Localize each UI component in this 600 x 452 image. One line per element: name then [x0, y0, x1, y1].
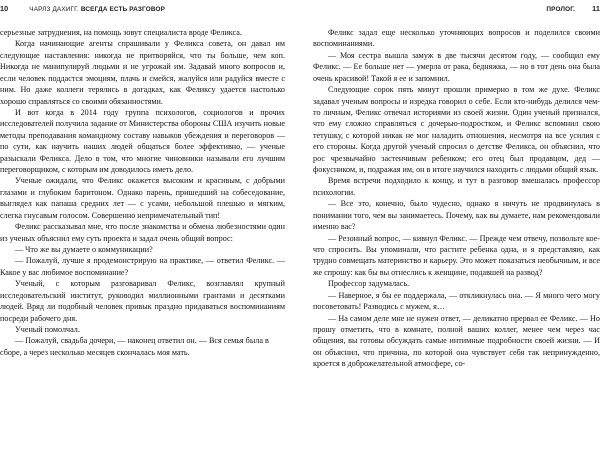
paragraph-dialog: — Пожалуй, свадьба дочери, — наконец ответил он. — Вся семья была в сборе, а через несколько месяцев скончалась моя мать. [0, 336, 269, 357]
paragraph-dialog: — На самом деле мне не нужен ответ, — деликатно прервал ее Феликс. — Но прошу отметить, что в комнате, полной ваших коллег, менее чем через час общения, вы готовы обсуждать самые интимные подробности своей жизни. — И он объяснил, что причина, по которой она чувствует себя так непринужденно, кроется в доброжелательной атмосфере, со- [313, 313, 600, 369]
paragraph: Следующие сорок пять минут прошли примерно в том же духе. Феликс задавал ученым вопросы и изредка говорил о себе. Если кто-нибудь делился чем-то личным, Феликс отвечал историями из своей жизни. Один ученый признался, что ему сложно справляться с дочерью-подростком, и Феликс вспомнил свою тетушку, с которой никак не мог наладить отношения, несмотря на все усилия с его стороны. Когда другой ученый спросил о детстве Феликса, он объяснил, что рос чрезвычайно застенчивым ребенком; его отец был продавцом, дед — фокусником, и, подражая им, он в итоге научился находить с людьми общий язык. [313, 85, 600, 175]
paragraph-dialog: — Резонный вопрос, — кивнул Феликс. — Прежде чем отвечу, позвольте кое-что спросить. Вы упоминали, что растите ребенка одна, и я представляю, как трудно совмещать материнство и карьеру. Это может показаться необычным, и все же спрошу: как бы вы отнеслись к женщине, подавшей на развод? [313, 233, 600, 277]
right-page [300, 0, 600, 452]
running-head-section: ПРОЛОГ. [546, 6, 576, 13]
paragraph: Время встречи подходило к концу, и тут в разговор вмешалась профессор психологии. [313, 176, 600, 197]
paragraph: Феликс рассказывал мне, что после знакомства и обмена любезностями один из ученых объяснил ему суть проекта и задал очень общий вопрос: [0, 222, 285, 243]
left-page-body [0, 27, 285, 358]
right-page-body [313, 27, 600, 370]
paragraph: Ученый, с которым разговаривал Феликс, возглавлял крупный исследовательский институт, руководил миллионными грантами и десятками людей. Вряд ли подобный человек привык праздно придаваться воспоминаниям посреди рабочего дня. [0, 279, 285, 323]
paragraph-dialog: — Моя сестра вышла замуж в две тысячи десятом году, — сообщил ему Феликс. — Ее больше нет — умерла от рака, бедняжка, — но в тот день она была очень красивой! Такой я ее и запомнил. [313, 50, 600, 83]
running-head-title: ВСЕГДА ЕСТЬ РАЗГОВОР [80, 6, 165, 13]
running-head-left [0, 0, 285, 22]
paragraph-dialog: — Все это, конечно, было чудесно, однако я ничуть не продвинулась в понимании того, чем вы занимаетесь. Почему, как вы думаете, нам рекомендовали именно вас? [313, 199, 600, 232]
paragraph: Профессор задумалась. [328, 279, 410, 289]
paragraph: серьезные затруднения, на помощь зовут специалиста вроде Феликса. [0, 28, 242, 37]
folio-left: 10 [0, 4, 9, 13]
paragraph: Когда начинающие агенты спрашивали у Феликса совета, он давал им следующие наставления: никогда не притворяйся, что ты больше, чем коп. Никогда не манипулируй людьми и не угрожай им. Задавай много вопросов и, если человек поддастся эмоциям, плачь и смейся, жалуйся или радуйся вместе с ним. Но даже коллеги терялись в догадках, как Феликсу удается настолько хорошо справляться со своими обязанностями. [0, 39, 285, 106]
paragraph: Феликс задал еще несколько уточняющих вопросов и поделился своими воспоминаниями. [313, 28, 600, 49]
paragraph: И вот когда в 2014 году группа психологов, социологов и прочих исследователей получила задание от Министерства обороны США изучить новые методы преподавания командному составу навыков убеждения и переговоров — по сути, как научить наших людей общаться более эффективно, — ученые разыскали Феликса. Дело в том, что многие чиновники называли его лучшим переговорщиком, с которым им доводилось иметь дело. [0, 107, 285, 175]
paragraph-dialog: — Что же вы думаете о коммуникации? [15, 245, 153, 255]
paragraph-dialog: — Наверное, я бы ее поддержала, — откликнулась она. — Я много чего могу посоветовать! Разводись с мужем, я… [313, 290, 600, 312]
paragraph: Ученый помолчал. [15, 324, 80, 334]
running-head-right [313, 0, 600, 22]
paragraph-dialog: — Пожалуй, лучше я продемонстрирую на практике, — ответил Феликс. — Какое у вас любимое воспоминание? [0, 256, 285, 277]
paragraph: Ученые ожидали, что Феликс окажется высоким и красивым, с добрыми глазами и глубоким баритоном. Однако парень, пришедший на собеседование, выглядел как папаша средних лет — с усами, небольшой плешью и мягким, слегка гнусавым голосом. Совершенно непримечательный тип! [0, 176, 285, 220]
running-head-author: ЧАРЛЗ ДАХИГГ. [29, 6, 79, 13]
folio-right: 11 [592, 4, 600, 13]
